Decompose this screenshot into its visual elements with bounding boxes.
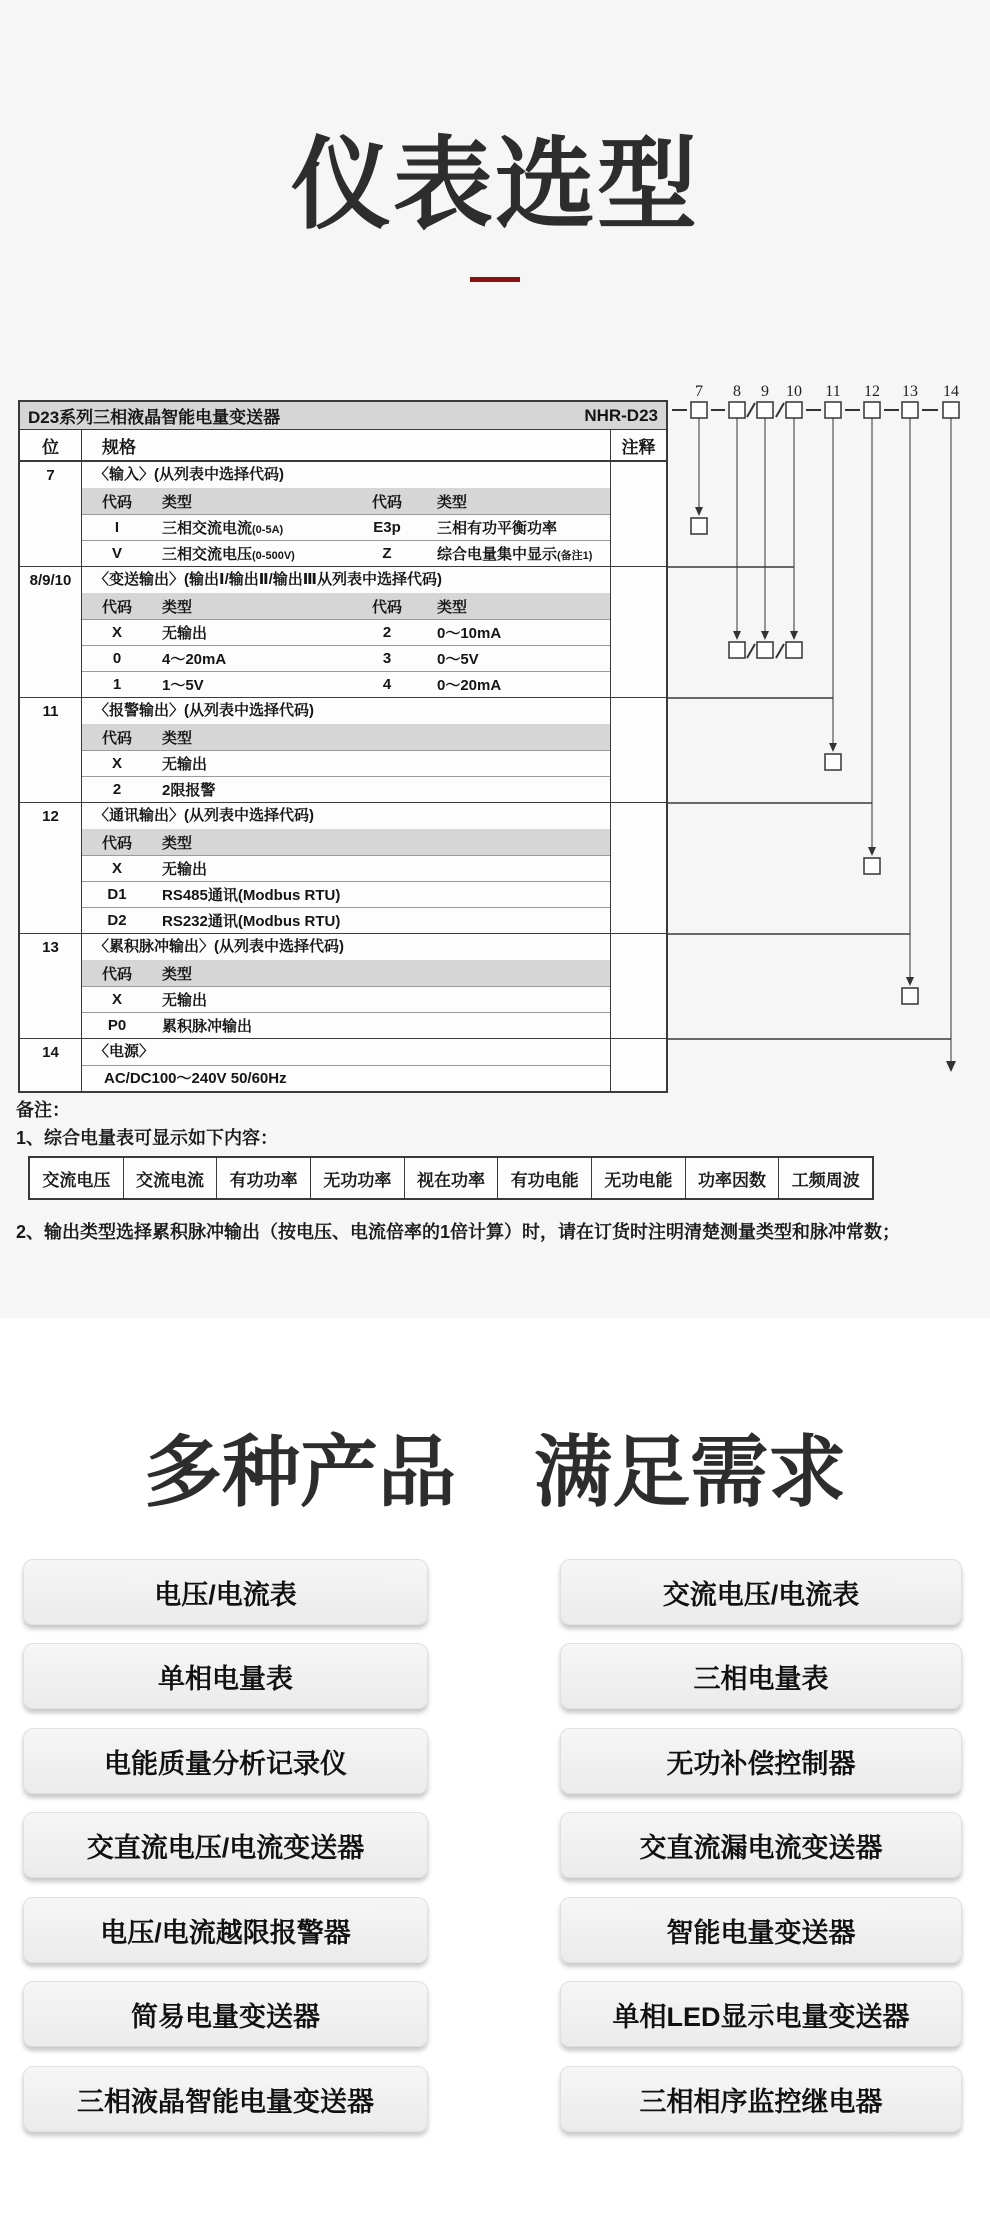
page-title: 仪表选型 [291,129,699,241]
type-value: 0～10mA [437,625,502,642]
notes-label: 备注： [16,1100,70,1120]
display-items-table [28,1156,874,1200]
type-value: 2限报警 [162,782,216,799]
code-position-number: 11 [825,383,841,400]
table-group-14 [20,1039,666,1091]
note-cell [610,698,666,802]
type-value: 无输出 [162,861,208,878]
spec-row [82,750,610,776]
spec-row [82,986,610,1012]
group-title: 〈电源〉 [94,1043,155,1060]
col-header-pos: 位 [20,430,82,460]
product-button-reactive-compensation-controller[interactable]: 无功补偿控制器 [560,1728,962,1794]
display-item: 工频周波 [791,1170,860,1190]
code-value: Z [382,545,392,562]
type-text: 三相有功平衡功率 [437,520,558,537]
col-header-note: 注释 [610,430,666,460]
subheader-type: 类型 [162,729,193,747]
group-subheader [82,593,610,619]
power-spec-value: AC/DC100～240V 50/60Hz [82,1065,610,1091]
display-item: 功率因数 [686,1158,780,1198]
product-button-single-phase-meter[interactable]: 单相电量表 [23,1643,428,1709]
table-group-8-9-10 [20,567,666,698]
subheader-code: 代码 [101,834,132,852]
group-body [82,803,610,933]
type-value: 无输出 [162,992,208,1009]
type-text: 综合电量集中显示 [437,546,558,563]
product-button-limit-alarm[interactable]: 电压/电流越限报警器 [23,1897,428,1963]
type-value: 0～5V [437,651,479,668]
note-cell [610,1039,666,1091]
display-item: 无功功率 [311,1158,405,1198]
spec-row [82,671,610,697]
code-value: 4 [382,676,392,693]
product-button-three-phase-meter[interactable]: 三相电量表 [560,1643,962,1709]
table-column-header [20,429,666,462]
type-value [152,543,347,564]
type-suffix: (备注1) [557,550,593,562]
display-item: 有功功率 [217,1158,311,1198]
spec-row [82,1012,610,1038]
product-button-three-phase-lcd-transmitter[interactable]: 三相液晶智能电量变送器 [23,2066,428,2132]
subheader-type: 类型 [162,965,193,983]
group-pos-label: 11 [20,698,82,802]
product-button-simple-transmitter[interactable]: 简易电量变送器 [23,1981,428,2047]
note-2: 2、输出类型选择累积脉冲输出（按电压、电流倍率的1倍计算）时，请在订货时注明清楚测量类型和脉冲常数； [16,1222,901,1242]
group-subheader [82,724,610,750]
group-title: 〈通讯输出〉(从列表中选择代码) [94,807,314,824]
code-position-number: 7 [695,383,703,400]
code-position-number: 14 [943,383,959,400]
display-item: 交流电流 [124,1158,218,1198]
spec-row [82,619,610,645]
group-subheader [82,829,610,855]
subheader-code: 代码 [101,965,132,983]
subheader-type: 类型 [437,598,468,616]
code-position-number: 8 [733,383,741,400]
display-item: 无功电能 [592,1158,686,1198]
subheader-code: 代码 [371,598,402,616]
type-value: 4～20mA [162,651,227,668]
product-button-ac-voltage-current-meter[interactable]: 交流电压/电流表 [560,1559,962,1625]
code-value: 3 [382,650,392,667]
code-value: 2 [382,624,392,641]
type-suffix: (0-5A) [252,524,284,536]
group-title: 〈累积脉冲输出〉(从列表中选择代码) [94,938,344,955]
display-item: 视在功率 [405,1158,499,1198]
product-button-single-phase-led-transmitter[interactable]: 单相LED显示电量变送器 [560,1981,962,2047]
type-value: 无输出 [162,756,208,773]
note-1: 1、综合电量表可显示如下内容： [16,1128,279,1148]
spec-row [82,881,610,907]
type-suffix: (0-500V) [252,550,295,562]
subheader-type: 类型 [162,598,193,616]
code-position-number: 13 [902,383,918,400]
group-pos-label: 8/9/10 [20,567,82,697]
display-item: 交流电压 [30,1158,124,1198]
code-value: 1 [112,676,122,693]
type-value: RS232通讯(Modbus RTU) [162,913,341,930]
table-header-bar [20,402,666,429]
spec-row [82,540,610,566]
group-body [82,698,610,802]
code-position-number: 9 [761,383,769,400]
subheader-code: 代码 [101,493,132,511]
code-position-number: 10 [786,383,802,400]
product-button-phase-sequence-relay[interactable]: 三相相序监控继电器 [560,2066,962,2132]
subheader-type: 类型 [162,834,193,852]
note-cell [610,462,666,566]
code-position-number: 12 [864,383,880,400]
table-group-11 [20,698,666,803]
spec-row [82,855,610,881]
group-pos-label: 7 [20,462,82,566]
group-body [82,934,610,1038]
code-value: V [111,545,122,562]
display-item: 有功电能 [498,1158,592,1198]
subheader-code: 代码 [101,598,132,616]
type-value: 累积脉冲输出 [162,1018,253,1035]
subheader-type: 类型 [162,493,193,511]
group-subheader [82,960,610,986]
note-cell [610,803,666,933]
group-pos-label: 12 [20,803,82,933]
table-group-12 [20,803,666,934]
group-body [82,462,610,566]
selection-table [18,400,668,1093]
code-value: X [111,860,122,877]
model-code: NHR-D23 [584,405,658,425]
subheader-code: 代码 [101,729,132,747]
code-value: D1 [107,886,127,903]
title-accent-dash [470,277,520,282]
code-value: I [114,519,120,536]
spec-row [82,907,610,933]
product-button-power-quality-recorder[interactable]: 电能质量分析记录仪 [23,1728,428,1794]
code-value: 2 [112,781,122,798]
series-title: D23系列三相液晶智能电量变送器 [28,408,281,427]
subheader-type: 类型 [437,493,468,511]
products-section-title: 多种产品 满足需求 [143,1428,846,1516]
code-value: X [111,755,122,772]
subheader-code: 代码 [371,493,402,511]
group-subheader [82,488,610,514]
spec-row [82,645,610,671]
group-body [82,567,610,697]
type-text: 三相交流电压 [162,546,253,563]
group-title: 〈变送输出〉(输出Ⅰ/输出Ⅱ/输出Ⅲ从列表中选择代码) [94,571,442,588]
product-button-acdc-voltage-current-transmitter[interactable]: 交直流电压/电流变送器 [23,1812,428,1878]
table-group-13 [20,934,666,1039]
type-value [427,543,610,564]
group-body [82,1039,610,1091]
note-cell [610,567,666,697]
group-pos-label: 14 [20,1039,82,1091]
code-value: 0 [112,650,122,667]
type-text: 三相交流电流 [162,520,253,537]
note-cell [610,934,666,1038]
group-pos-label: 13 [20,934,82,1038]
spec-row [82,514,610,540]
product-button-voltage-current-meter[interactable]: 电压/电流表 [23,1559,428,1625]
code-value: X [111,991,122,1008]
type-value [152,517,347,538]
type-value: 0～20mA [437,677,502,694]
code-value: X [111,624,122,641]
type-value: 1～5V [162,677,204,694]
type-value: RS485通讯(Modbus RTU) [162,887,341,904]
table-group-7 [20,462,666,567]
col-header-spec: 规格 [102,437,136,457]
group-title: 〈报警输出〉(从列表中选择代码) [94,702,314,719]
product-button-smart-transmitter[interactable]: 智能电量变送器 [560,1897,962,1963]
group-title: 〈输入〉(从列表中选择代码) [94,466,284,483]
code-value: D2 [107,912,127,929]
type-value [427,517,610,538]
code-value: P0 [107,1017,127,1034]
code-value: E3p [373,519,401,536]
spec-row [82,776,610,802]
product-button-leakage-current-transmitter[interactable]: 交直流漏电流变送器 [560,1812,962,1878]
type-value: 无输出 [162,625,208,642]
